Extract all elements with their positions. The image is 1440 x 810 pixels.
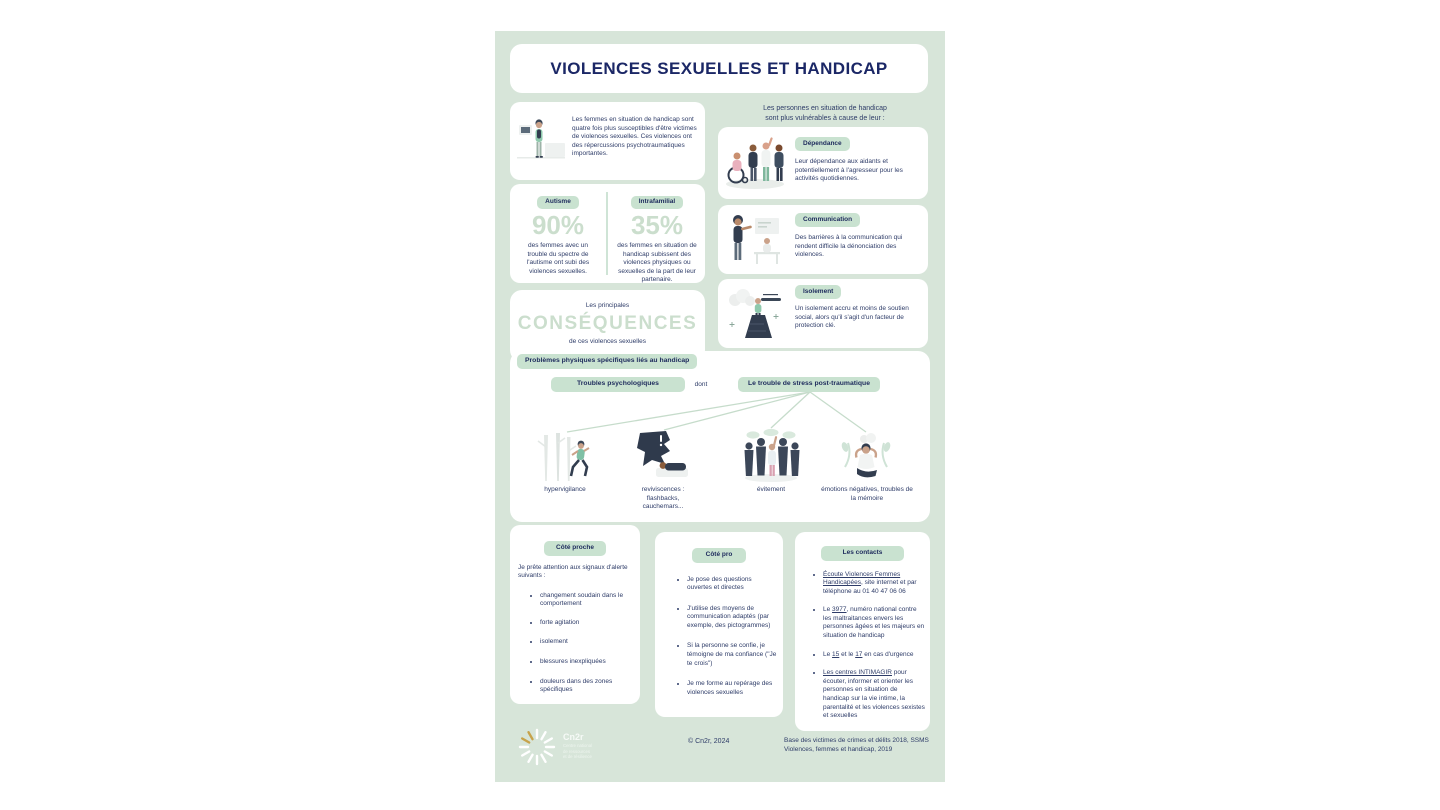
isolement-badge: Isolement (795, 285, 841, 299)
list-item: • isolement (540, 638, 634, 647)
communication-badge: Communication (795, 213, 860, 227)
crowd-silhouettes-illustration (741, 428, 801, 483)
contact-link[interactable]: 15 (832, 650, 840, 658)
source-line: Violences, femmes et handicap, 2019 (784, 746, 893, 753)
cote-pro-list (675, 576, 777, 698)
ptsd-badge: Le trouble de stress post-traumatique (738, 377, 880, 392)
autisme-value: 90% (531, 210, 585, 240)
isolement-card (718, 279, 928, 348)
isolement-text: Un isolement accru et moins de soutien social, alors qu'il s'agit d'un facteur de protection clé. (795, 305, 909, 330)
page-title: VIOLENCES SEXUELLES ET HANDICAP (550, 59, 888, 78)
symptom-label-reviviscences: reviviscences : flashbacks, cauchemars... (641, 486, 685, 511)
contact-text: pour écouter, informer et orienter les personnes en situation de handicap sur la vie intime, la parentalité et les violences sexistes et sexuelles (823, 669, 925, 720)
cn2r-logo-icon (517, 725, 557, 767)
footer-logo (517, 725, 592, 767)
contact-text: en cas d'urgence (862, 650, 914, 658)
autisme-badge: Autisme (537, 196, 579, 210)
cote-pro-badge: Côté pro (692, 548, 747, 563)
symptom-label-evitement: évitement (756, 486, 786, 493)
cote-proche-intro: Je prête attention aux signaux d'alerte suivants : (518, 563, 628, 580)
consequences-diagram-card (510, 351, 930, 522)
cn2r-logo-tagline (563, 743, 592, 759)
list-item: • Si la personne se confie, je témoigne de ma confiance ("Je te crois") (687, 642, 777, 668)
tagline-line: et de résilience (563, 754, 592, 760)
autisme-caption: des femmes avec un trouble du spectre de l'autisme ont subi des violences sexuelles. (526, 242, 590, 275)
stats-divider (606, 192, 608, 275)
dependance-card (718, 127, 928, 199)
infographic-poster (495, 31, 945, 782)
intrafamilial-badge: Intrafamilial (631, 196, 683, 210)
psych-troubles-badge: Troubles psychologiques (551, 377, 685, 392)
contact-text: Le (823, 650, 833, 658)
consequences-intro-sub: de ces violences sexuelles (569, 337, 646, 345)
person-running-forest-illustration (536, 433, 594, 483)
list-item: • J'utilise des moyens de communication adaptés (par exemple, des pictogrammes) (687, 605, 777, 631)
title-card (510, 44, 928, 93)
group-with-wheelchair-illustration (723, 134, 787, 192)
cote-pro-card (655, 532, 783, 717)
symptom-label-emotions: émotions négatives, troubles de la mémoire (821, 486, 913, 502)
source-line: Base des victimes de crimes et délits 2018, SSMS (784, 737, 929, 744)
contact-link[interactable]: 17 (855, 650, 863, 658)
tagline-line: Centre national (563, 743, 593, 749)
contact-text: , site internet et par téléphone au 01 40 47 06 06 (823, 579, 917, 595)
list-item: • Je pose des questions ouvertes et directes (687, 576, 777, 593)
stat-intrafamilial (610, 184, 704, 283)
contact-item (823, 669, 925, 721)
dependance-badge: Dépendance (795, 137, 850, 151)
intrafamilial-caption: des femmes en situation de handicap subissent des violences physiques ou sexuelles de la part de leur partenaire. (617, 242, 697, 284)
copyright: © Cn2r, 2024 (688, 738, 730, 745)
contact-link[interactable]: Écoute Violences Femmes Handicapées (823, 570, 901, 587)
list-item: • Je me forme au repérage des violences sexuelles (687, 680, 777, 697)
contact-link[interactable]: Les centres INTIMAGIR (823, 669, 892, 677)
person-overwhelmed-illustration (837, 433, 895, 483)
stat-autisme (511, 184, 605, 283)
communication-card (718, 205, 928, 274)
dependance-text: Leur dépendance aux aidants et potentiellement à l'agresseur pour les activités quotidiennes. (795, 158, 903, 183)
cote-proche-card (510, 525, 640, 704)
cote-proche-list (528, 592, 634, 695)
contact-item (823, 571, 925, 597)
sources (784, 736, 930, 754)
contact-text: , numéro national contre les maltraitances envers les personnes âgées et les majeurs en situation de handicap (823, 606, 925, 640)
contact-item (823, 606, 925, 640)
symptom-label-hypervigilance: hypervigilance (544, 486, 586, 493)
intro-card (510, 102, 705, 180)
communication-text: Des barrières à la communication qui rendent difficile la dénonciation des violences. (795, 234, 903, 259)
woman-standing-room-illustration (515, 111, 567, 169)
consequences-intro-small: Les principales (585, 302, 630, 309)
list-item: • douleurs dans des zones spécifiques (540, 678, 634, 695)
person-alone-on-rock-illustration (725, 284, 783, 340)
intrafamilial-value: 35% (630, 210, 684, 240)
stats-card (510, 184, 705, 283)
vulnerability-heading (720, 104, 930, 123)
contact-item (823, 651, 925, 660)
list-item: • changement soudain dans le comportement (540, 592, 634, 609)
tagline-line: de ressources (563, 748, 590, 754)
consequences-heading: CONSÉQUENCES (517, 312, 698, 334)
list-item: • forte agitation (540, 619, 634, 628)
list-item: • blessures inexpliquées (540, 658, 634, 667)
physical-problems-badge: Problèmes physiques spécifiques liés au handicap (517, 354, 697, 369)
cn2r-logo-name: Cn2r (563, 732, 584, 743)
contacts-badge: Les contacts (821, 546, 905, 561)
vulnerability-heading-line1: Les personnes en situation de handicap (763, 105, 887, 112)
contact-link[interactable]: 3977 (832, 606, 847, 614)
contacts-list (811, 571, 925, 721)
person-nightmare-illustration (636, 431, 690, 481)
contact-text: et le (839, 650, 856, 658)
cote-proche-badge: Côté proche (544, 541, 606, 556)
vulnerability-heading-line2: sont plus vulnérables à cause de leur : (765, 114, 885, 122)
contact-text: Le (823, 606, 833, 614)
intro-text: Les femmes en situation de handicap sont quatre fois plus susceptibles d'être victimes de violences sexuelles. Ces violences ont des répercussions psychotraumatiques importantes. (572, 116, 697, 158)
connector-dont: dont (694, 381, 708, 388)
person-presenting-desk-illustration (725, 210, 781, 268)
contacts-card (795, 532, 930, 731)
